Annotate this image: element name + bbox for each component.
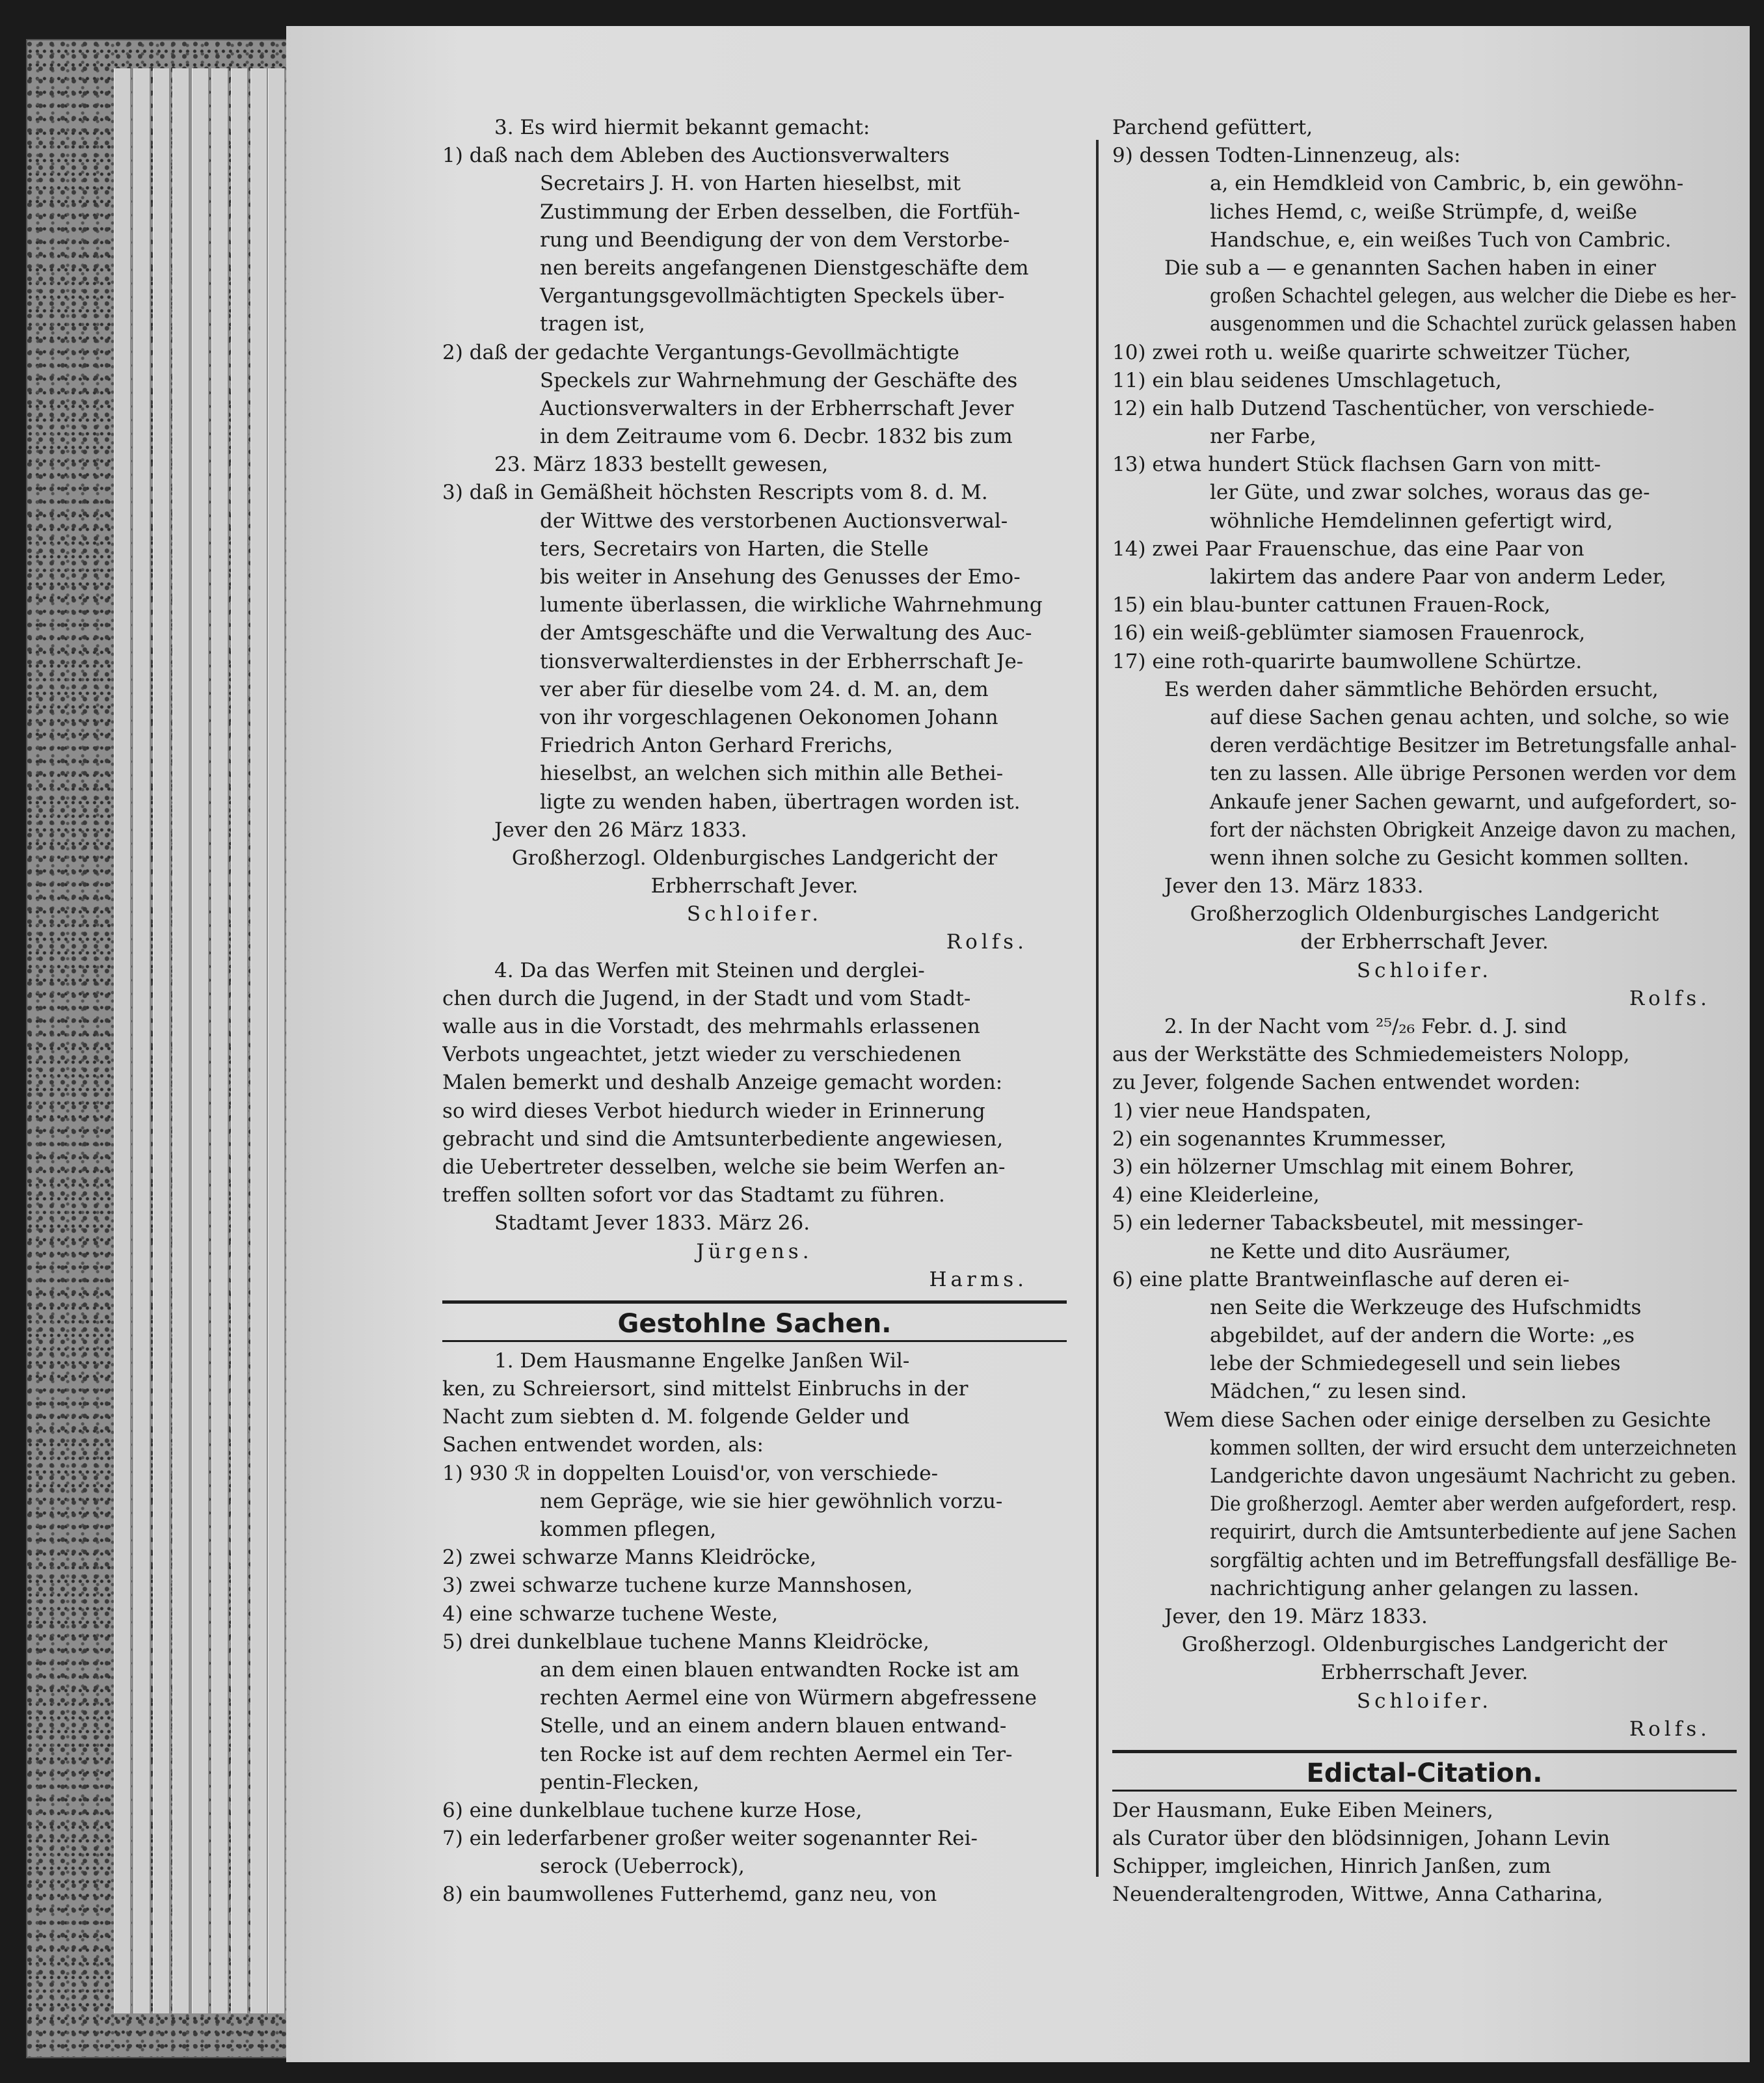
page-stack-edge [153,68,170,2013]
text-line: Verbots ungeachtet, jetzt wieder zu verschiedenen [442,1043,961,1067]
page-stack-edge [114,68,131,2013]
signature: Schloifer. [1356,958,1493,982]
text-line: tragen ist, [540,312,645,336]
text-line: 7) ein lederfarbener großer weiter sogenannter Rei- [442,1827,978,1851]
text-line: Stelle, und an einem andern blauen entwand- [540,1714,1007,1738]
text-line: 5) ein lederner Tabacksbeutel, mit messinger- [1112,1211,1584,1235]
text-line: Jever den 26 März 1833. [494,818,747,842]
text-line: 2) daß der gedachte Vergantungs-Gevollmächtigte [442,340,959,364]
text-line: ler Güte, und zwar solches, woraus das ge- [1210,481,1650,505]
text-line: Auctionsverwalters in der Erbherrschaft Jever [540,396,1014,420]
text-line: Jever den 13. März 1833. [1164,874,1424,898]
text-line: Die sub a — e genannten Sachen haben in einer [1164,256,1656,280]
text-line: Die großherzogl. Aemter aber werden aufgefordert, resp. [1210,1492,1737,1516]
text-line: 2. In der Nacht vom ²⁵/₂₆ Febr. d. J. sind [1164,1015,1568,1038]
announcement-theft-list [442,1347,1067,1909]
page-stack-edge [192,68,209,2013]
text-line: 10) zwei roth u. weiße quarirte schweitzer Tücher, [1112,340,1631,364]
text-line: Friedrich Anton Gerhard Frerichs, [540,734,894,758]
text-line: chen durch die Jugend, in der Stadt und vom Stadt- [442,986,971,1010]
text-line: ne Kette und dito Ausräumer, [1210,1239,1511,1263]
text-line: Vergantungsgevollmächtigten Speckels über- [540,284,1005,308]
text-line: 1. Dem Hausmanne Engelke Janßen Wil- [494,1349,910,1373]
announcement-theft-list-continued [1112,114,1737,900]
text-line: ligte zu wenden haben, übertragen worden ist. [540,790,1021,814]
text-line: a, ein Hemdkleid von Cambric, b, ein gewöhn- [1210,172,1684,196]
text-line: zu Jever, folgende Sachen entwendet worden: [1112,1071,1581,1095]
text-line: 11) ein blau seidenes Umschlagetuch, [1112,368,1502,392]
text-line: Schipper, imgleichen, Hinrich Janßen, zum [1112,1855,1551,1879]
court-name-line: der Erbherrschaft Jever. [1300,930,1549,954]
text-line: Mädchen,“ zu lesen sind. [1210,1380,1467,1404]
text-line: ausgenommen und die Schachtel zurück gelassen haben [1210,312,1737,336]
text-line: nen bereits angefangenen Dienstgeschäfte dem [540,256,1029,280]
text-line: 14) zwei Paar Frauenschue, das eine Paar von [1112,537,1584,561]
column-divider [1096,140,1099,1877]
text-line: 3) ein hölzerner Umschlag mit einem Bohrer, [1112,1155,1575,1179]
signature: Schloifer. [686,902,823,926]
text-line: abgebildet, auf der andern die Worte: „es [1210,1324,1635,1348]
text-line: deren verdächtige Besitzer im Betretungsfalle anhal- [1210,734,1737,758]
text-line: kommen sollten, der wird ersucht dem unterzeichneten [1210,1436,1737,1460]
signature: Schloifer. [1356,1689,1493,1713]
text-line: kommen pflegen, [540,1518,717,1541]
text-line: walle aus in die Vorstadt, des mehrmahls erlassenen [442,1015,980,1038]
text-line: bis weiter in Ansehung des Genusses der Emo- [540,565,1021,589]
text-line: serock (Ueberrock), [540,1855,745,1879]
signature: Rolfs. [946,930,1028,954]
text-line: wöhnliche Hemdelinnen gefertigt wird, [1210,509,1613,533]
text-line: 4. Da das Werfen mit Steinen und derglei- [494,958,925,982]
text-line: rechten Aermel eine von Würmern abgefressene [540,1686,1037,1710]
court-name-line: Großherzogl. Oldenburgisches Landgericht der [511,846,998,870]
section-heading: Edictal-Citation. [1306,1758,1543,1788]
text-line: Handschue, e, ein weißes Tuch von Cambric. [1210,228,1672,252]
text-line: Sachen entwendet worden, als: [442,1433,764,1457]
text-line: Parchend gefüttert, [1112,116,1313,139]
text-line: nachrichtigung anher gelangen zu lassen. [1210,1576,1640,1600]
text-line: 3. Es wird hiermit bekannt gemacht: [494,116,870,139]
text-line: requirirt, durch die Amtsunterbediente auf jene Sachen [1210,1520,1737,1544]
section-heading: Gestohlne Sachen. [617,1308,892,1339]
text-line: ner Farbe, [1210,425,1316,449]
signature: Jürgens. [696,1239,813,1263]
text-line: Es werden daher sämmtliche Behörden ersucht, [1164,677,1659,701]
text-line: 5) drei dunkelblaue tuchene Manns Kleidröcke, [442,1630,929,1654]
text-line: so wird dieses Verbot hiedurch wieder in Erinnerung [442,1099,985,1123]
text-line: der Wittwe des verstorbenen Auctionsverwal- [540,509,1008,533]
text-line: Ankaufe jener Sachen gewarnt, und aufgefordert, so- [1210,790,1737,814]
text-line: 12) ein halb Dutzend Taschentücher, von verschiede- [1112,396,1655,420]
text-line: wenn ihnen solche zu Gesicht kommen sollten. [1210,846,1689,870]
text-line: 4) eine schwarze tuchene Weste, [442,1602,779,1626]
text-line: der Amtsgeschäfte und die Verwaltung des Auc- [540,621,1032,645]
signature: Rolfs. [1629,986,1711,1010]
text-line: nem Gepräge, wie sie hier gewöhnlich vorzu- [540,1489,1003,1513]
text-line: 3) daß in Gemäßheit höchsten Rescripts vom 8. d. M. [442,481,988,505]
text-line: als Curator über den blödsinnigen, Johann Levin [1112,1827,1610,1851]
signature: Harms. [929,1267,1028,1291]
text-line: gebracht und sind die Amtsunterbediente angewiesen, [442,1127,1004,1151]
text-line: 4) eine Kleiderleine, [1112,1183,1320,1207]
page-stack-edge [172,68,190,2013]
text-line: 6) eine dunkelblaue tuchene kurze Hose, [442,1798,862,1822]
text-line: Jever, den 19. März 1833. [1164,1604,1428,1628]
text-line: Malen bemerkt und deshalb Anzeige gemacht worden: [442,1071,1003,1095]
text-line: 6) eine platte Brantweinflasche auf deren ei- [1112,1267,1570,1291]
text-line: 17) eine roth-quarirte baumwollene Schürtze. [1112,649,1583,673]
court-name-line: Großherzoglich Oldenburgisches Landgericht [1190,902,1659,926]
text-line: Zustimmung der Erben desselben, die Fortfüh- [540,200,1021,224]
announcement-auction-administrator [442,114,1067,844]
text-line: ver aber für dieselbe vom 24. d. M. an, dem [540,677,989,701]
text-line: großen Schachtel gelegen, aus welcher die Diebe es her- [1210,284,1737,308]
text-line: 2) zwei schwarze Manns Kleidröcke, [442,1546,817,1570]
text-line: 9) dessen Todten-Linnenzeug, als: [1112,144,1461,168]
section-rule [442,1300,1067,1304]
text-line: auf diese Sachen genau achten, und solche, so wie [1210,705,1730,729]
court-name-line: Großherzogl. Oldenburgisches Landgericht der [1181,1633,1668,1657]
page-stack-edge [268,68,286,2013]
text-line: treffen sollten sofort vor das Stadtamt zu führen. [442,1183,945,1207]
text-line: Secretairs J. H. von Harten hieselbst, mit [540,172,961,196]
text-line: die Uebertreter desselben, welche sie beim Werfen an- [442,1155,1006,1179]
text-line: tionsverwalterdienstes in der Erbherrschaft Je- [540,649,1024,673]
text-line: ters, Secretairs von Harten, die Stelle [540,537,929,561]
text-line: nen Seite die Werkzeuge des Hufschmidts [1210,1295,1642,1319]
text-line: lakirtem das andere Paar von anderm Leder, [1210,565,1666,589]
announcement-smithy-theft [1112,1013,1737,1631]
text-line: fort der nächsten Obrigkeit Anzeige davon zu machen, [1210,818,1737,842]
text-line: ten zu lassen. Alle übrige Personen werden vor dem [1210,762,1737,786]
text-line: liches Hemd, c, weiße Strümpfe, d, weiße [1210,200,1638,224]
text-line: 16) ein weiß-geblümter siamosen Frauenrock, [1112,621,1586,645]
announcement-edictal-citation [1112,1797,1737,1909]
text-line: von ihr vorgeschlagenen Oekonomen Johann [540,705,998,729]
text-line: 2) ein sogenanntes Krummesser, [1112,1127,1447,1151]
page-stack-edge [133,68,151,2013]
text-line: rung und Beendigung der von dem Verstorbe- [540,228,1010,252]
text-line: ten Rocke ist auf dem rechten Aermel ein Ter- [540,1742,1013,1766]
text-line: 1) 930 ℛ in doppelten Louisd'or, von verschiede- [442,1461,939,1485]
text-line: Landgerichte davon ungesäumt Nachricht zu geben. [1210,1464,1737,1488]
text-line: an dem einen blauen entwandten Rocke ist am [540,1658,1020,1682]
text-line: lebe der Schmiedegesell und sein liebes [1210,1352,1621,1376]
right-column [1112,114,1737,1909]
text-line: in dem Zeitraume vom 6. Decbr. 1832 bis zum [540,425,1013,449]
text-line: Stadtamt Jever 1833. März 26. [494,1211,810,1235]
section-rule [1112,1790,1737,1792]
text-line: Speckels zur Wahrnehmung der Geschäfte des [540,368,1018,392]
text-line: Der Hausmann, Euke Eiben Meiners, [1112,1798,1493,1822]
page-stack-edge [250,68,268,2013]
text-line: 1) daß nach dem Ableben des Auctionsverwalters [442,144,950,168]
text-line: aus der Werkstätte des Schmiedemeisters Nolopp, [1112,1043,1630,1067]
signature: Rolfs. [1629,1717,1711,1741]
text-line: hieselbst, an welchen sich mithin alle Bethei- [540,762,1004,786]
text-line: sorgfältig achten und im Betreffungsfall desfällige Be- [1210,1548,1737,1572]
text-line: Wem diese Sachen oder einige derselben zu Gesichte [1164,1408,1711,1432]
section-rule [1112,1750,1737,1753]
left-column [442,114,1067,1909]
text-line: Nacht zum siebten d. M. folgende Gelder und [442,1405,910,1429]
court-name-line: Erbherrschaft Jever. [1320,1661,1529,1685]
announcement-stone-throwing [442,957,1067,1238]
text-line: 8) ein baumwollenes Futterhemd, ganz neu, von [442,1883,937,1907]
text-line: pentin-Flecken, [540,1770,700,1794]
court-name-line: Erbherrschaft Jever. [650,874,859,898]
text-line: 23. März 1833 bestellt gewesen, [494,453,829,477]
text-line: 1) vier neue Handspaten, [1112,1099,1372,1123]
page-stack-edge [211,68,229,2013]
text-line: 13) etwa hundert Stück flachsen Garn von mitt- [1112,453,1601,477]
text-line: lumente überlassen, die wirkliche Wahrnehmung [540,593,1043,617]
page-stack-edge [231,68,248,2013]
text-line: Neuenderaltengroden, Wittwe, Anna Catharina, [1112,1883,1603,1907]
text-line: 3) zwei schwarze tuchene kurze Mannshosen, [442,1574,913,1598]
text-line: ken, zu Schreiersort, sind mittelst Einbruchs in der [442,1377,969,1401]
section-rule [442,1340,1067,1342]
text-line: 15) ein blau-bunter cattunen Frauen-Rock, [1112,593,1551,617]
